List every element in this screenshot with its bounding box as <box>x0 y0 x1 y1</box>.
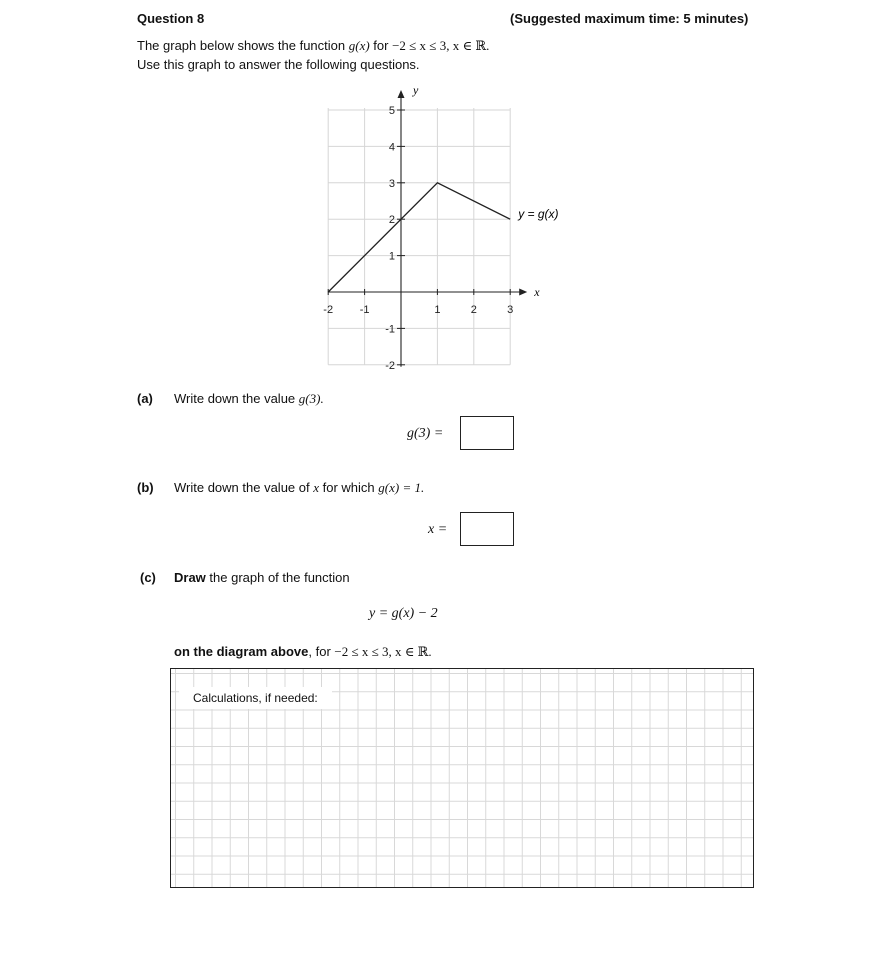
y-tick-label: 3 <box>388 177 395 190</box>
graph-series <box>328 183 510 292</box>
question-number: Question 8 <box>137 11 205 26</box>
part-a-answer-box[interactable] <box>460 416 514 450</box>
y-tick-label: -1 <box>385 323 395 336</box>
part-a-label: (a) <box>137 391 153 406</box>
part-c-footer-bold: on the diagram above <box>174 644 309 659</box>
part-a-prefix: Write down the value <box>174 391 299 406</box>
x-tick-label: 1 <box>434 304 441 316</box>
part-c-footer-mid: , for <box>308 644 335 659</box>
part-b-prefix: Write down the value of <box>174 480 314 495</box>
x-tick-label: -2 <box>323 304 334 316</box>
part-b-answer-box[interactable] <box>460 512 514 546</box>
calculations-label: Calculations, if needed: <box>179 687 332 709</box>
part-b-math: g(x) = 1. <box>378 480 425 495</box>
part-a-math: g(3). <box>298 391 324 406</box>
suggested-time: (Suggested maximum time: 5 minutes) <box>510 11 749 26</box>
graph-grid <box>328 108 510 365</box>
intro-function: g(x) <box>348 38 370 53</box>
y-tick-label: 1 <box>388 250 395 263</box>
y-axis-arrow <box>398 90 405 98</box>
intro-prefix: The graph below shows the function <box>137 38 349 53</box>
part-b-question <box>174 480 424 496</box>
y-tick-label: -2 <box>385 359 395 372</box>
part-c-text: the graph of the function <box>205 570 350 585</box>
y-tick-label: 4 <box>388 141 395 154</box>
intro-line-2: Use this graph to answer the following questions. <box>137 57 420 72</box>
part-c-bold-word: Draw <box>174 570 206 585</box>
function-graph <box>0 0 892 390</box>
x-axis-label: x <box>534 285 540 299</box>
y-tick-label: 2 <box>388 214 395 227</box>
part-b-var: x <box>313 480 320 495</box>
graph-axes <box>328 90 527 367</box>
part-c-equation: y = g(x) − 2 <box>369 606 438 621</box>
graph-ticks <box>323 105 513 372</box>
part-b-label: (b) <box>137 480 154 495</box>
x-tick-label: 3 <box>507 304 514 316</box>
y-axis-label: y <box>413 83 419 97</box>
part-c-label: (c) <box>140 570 156 585</box>
x-axis-arrow <box>519 289 527 296</box>
part-c-footer-domain: −2 ≤ x ≤ 3, x ∈ ℝ. <box>334 644 432 659</box>
y-tick-label: 5 <box>388 105 395 117</box>
calculations-box[interactable] <box>170 668 754 888</box>
part-a-answer-lhs: g(3) = <box>407 426 444 441</box>
part-b-answer-lhs: x = <box>428 522 448 537</box>
part-c-question <box>174 570 350 585</box>
part-c-footer <box>174 644 432 660</box>
part-b-mid: for which <box>319 480 379 495</box>
part-a-question <box>174 391 324 407</box>
curve-label: y = g(x) <box>518 207 559 222</box>
intro-domain: −2 ≤ x ≤ 3, x ∈ ℝ. <box>392 38 490 53</box>
x-tick-label: -1 <box>359 304 370 316</box>
x-tick-label: 2 <box>470 304 477 316</box>
intro-mid: for <box>369 38 393 53</box>
series-line-g <box>328 183 510 292</box>
